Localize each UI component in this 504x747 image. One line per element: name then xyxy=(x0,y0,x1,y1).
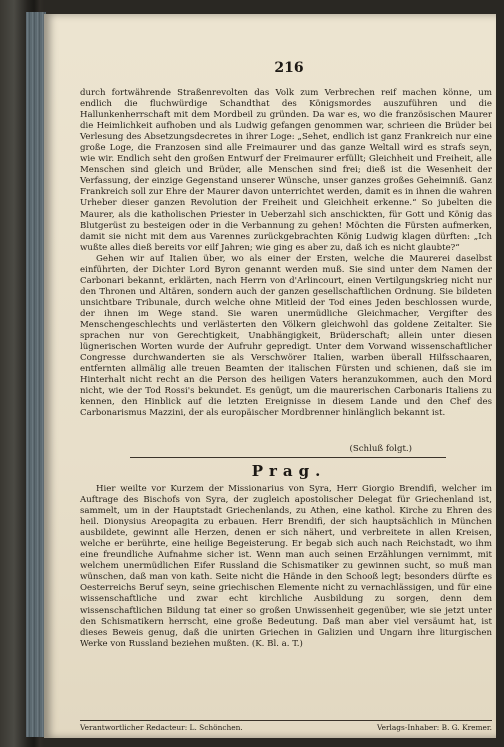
paragraph: durch fortwährende Straßenrevolten das Volk zum Verbrechen reif machen könne, um endlich die fluchwürdige Schandthat des Königsmordes auszuführen und die Hallunkenherrschaft mit dem Mordbeil zu gründen. Da war es, wo die französischen Maurer die Heimlichkeit aufhoben und als Ludwig gefangen genommen war, schrieen die Brüder bei Verlesung des Absetzungsdecretes in ihrer Loge: „Sehet, endlich ist ganz Frankreich nur eine große Loge, die Franzosen sind alle Freimaurer und das ganze Weltall wird es strafs seyn, wie wir. Endlich seht den großen Entwurf der Freimaurer erfüllt; Gleichheit und Freiheit, alle Menschen sind gleich und Brüder, alle Menschen sind frei; dieß ist die Wesenheit der Verfassung, der einzige Gegenstand unserer Wünsche, unser ganzes großes Geheimniß. Ganz Frankreich soll zur Ehre der Maurer davon unterrichtet werden, damit es in ihnen die wahren Urheber dieser ganzen Revolution der Freiheit und Gleichheit erkenne.“ So jubelten die Maurer, als die katholischen Priester in Ueberzahl sich anschickten, für Gott und König das Blutgerüst zu besteigen oder in die Verbannung zu gehen! Möchten die Fürsten aufmerken, damit sie nicht mit dem aus Varennes zurückgebrachten König Ludwig klagen dürften: „Ich wußte alles dieß bereits vor eilf Jahren; wie ging es aber zu, daß ich es nicht glaubte?“ xyxy=(80,88,492,253)
editor-credit: Verantwortlicher Redacteur: L. Schönchen. xyxy=(80,723,243,732)
document-page xyxy=(44,14,496,738)
continuation-note: (Schluß folgt.) xyxy=(349,444,412,454)
paragraph: Hier weilte vor Kurzem der Missionarius von Syra, Herr Giorgio Brendifi, welcher im Auftrage des Bischofs von Syra, der zugleich apostolischer Delegat für Griechenland ist, sammelt, um in der Hauptstadt Griechenlands, zu Athen, eine kathol. Kirche zu Ehren des heil. Dionysius Areopagita zu erbauen. Herr Brendifi, der sich hauptsächlich in München ausbildete, gewinnt alle Herzen, denen er sich nähert, und verbreitete in allen Kreisen, welche er berührte, eine heilige Begeisterung. Er begab sich auch nach Reichstadt, wo ihm eine freundliche Aufnahme sicher ist. Wenn man auch seinen Erzählungen vernimmt, mit welchem unermüdlichen Eifer Russland die Schismatiker zu gewinnen sucht, so muß man wünschen, daß man von kath. Seite nicht die Hände in den Schooß legt; besonders dürfte es Oesterreichs Beruf seyn, seine griechischen Elemente nicht zu vernachlässigen, und für eine wissenschaftliche und zwar echt kirchliche Ausbildung zu sorgen, denn dem wissenschaftlichen Bildung tat einer so großen Unwissenheit gegenüber, wie sie jetzt unter den Schismatikern herrscht, eine große Bedeutung. Daß man aber viel versäumt hat, ist dieses Beweis genug, daß die unirten Griechen in Galizien und Ungarn ihre liturgischen Werke von Russland beziehen mußten. (K. Bl. a. T.) xyxy=(80,484,492,649)
book-page-edges xyxy=(26,12,46,737)
article-body xyxy=(80,88,492,419)
publisher-credit: Verlags-Inhaber: B. G. Kremer. xyxy=(376,723,492,732)
page-number: 216 xyxy=(274,60,304,76)
section-divider xyxy=(130,457,446,458)
news-body xyxy=(80,484,492,650)
footer-divider xyxy=(80,720,492,721)
paragraph: Gehen wir auf Italien über, wo als einer der Ersten, welche die Maurerei daselbst einführten, der Dichter Lord Byron genannt werden muß. Sie sind unter dem Namen der Carbonari bekannt, erklärten, nach Herrn von d'Arlincourt, einen Vertilgungskrieg nicht nur den Thronen und Altären, sondern auch der ganzen gesellschaftlichen Ordnung. Sie bildeten unsichtbare Tribunale, durch welche ohne Mitleid der Tod eines Jeden beschlossen wurde, der ihnen im Wege stand. Sie waren unermüdliche Gleichmacher, Vergifter des Menschengeschlechts und verlästerten den Völkern gleichwohl das goldene Zeitalter. Sie sprachen nur von Gerechtigkeit, Unabhängigkeit, Brüderschaft; allein unter diesen lügnerischen Worten wurde der Aufruhr gepredigt. Unter dem Vorwand wissenschaftlicher Congresse durchwanderten sie als Verschwörer Italien, warben überall Hilfsschaaren, entfernten allmälig alle treuen Beamten der italischen Fürsten und schienen, daß sie im Hinterhalt nicht recht an die Person des heiligen Vaters heranzukommen, auch den Mord nicht, wie der Tod Rossi's bekundet. Es genügt, um die maurerischen Carbonaris Italiens zu kennen, den Hinblick auf die letzten Ereignisse in diesem Lande und den Chef des Carbonarismus Mazzini, der als europäischer Mordbrenner hinlänglich bekannt ist. xyxy=(80,253,492,419)
section-heading: Prag. xyxy=(251,462,327,480)
